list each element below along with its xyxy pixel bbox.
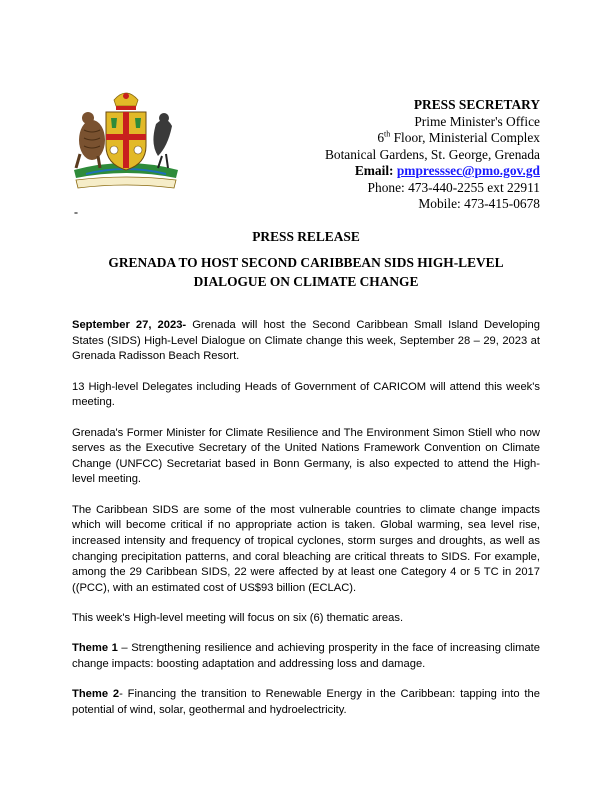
email-link[interactable]: pmpresssec@pmo.gov.gd bbox=[396, 163, 540, 178]
headline-line-2: DIALOGUE ON CLIMATE CHANGE bbox=[193, 274, 419, 289]
letterhead-email bbox=[325, 163, 540, 180]
paragraph-3: Grenada's Former Minister for Climate Resilience and The Environment Simon Stiell who now serves as the Executive Secretary of the United Nations Framework Convention on Climate Change (UNFCC) Secretariat based in Bonn Germany, is also expected to attend the High-level meeting. bbox=[72, 426, 540, 486]
letterhead-office: Prime Minister's Office bbox=[414, 113, 540, 129]
letterhead-floor bbox=[325, 130, 540, 147]
paragraph-4: The Caribbean SIDS are some of the most vulnerable countries to climate change impacts which will become critical if no appropriate action is taken. Global warming, sea level rise, increased intensity and frequency of tropical cyclones, storm surges and droughts, as well as changing precipitation patterns, and coral bleaching are critical threats to SIDS. For example, among the 29 Caribbean SIDS, 22 were affected by at least one Category 4 or 5 TC in 2017 ((PCC), with an estimated cost of US$93 billion (ECLAC). bbox=[72, 503, 540, 594]
headline-line-1: GRENADA TO HOST SECOND CARIBBEAN SIDS HIGH-LEVEL bbox=[108, 255, 504, 270]
paragraph-1 bbox=[72, 318, 540, 365]
theme-2-label: Theme 2 bbox=[72, 688, 120, 701]
dateline: September 27, 2023- bbox=[72, 319, 187, 331]
floor-superscript: th bbox=[384, 129, 391, 139]
letterhead-title: PRESS SECRETARY bbox=[413, 97, 540, 112]
paragraph-2: 13 High-level Delegates including Heads of Government of CARICOM will attend this week's meeting. bbox=[72, 380, 540, 409]
letterhead-mobile: Mobile: 473-415-0678 bbox=[418, 196, 540, 211]
floor-number: 6 bbox=[377, 130, 385, 145]
headline bbox=[90, 253, 522, 291]
paragraph-5: This week's High-level meeting will focus on six (6) thematic areas. bbox=[72, 612, 404, 625]
press-release-label: PRESS RELEASE bbox=[252, 229, 360, 244]
theme-2 bbox=[72, 687, 540, 718]
theme-2-text: - Financing the transition to Renewable Energy in the Caribbean: tapping into the potential of wind, solar, geothermal and hydroelectricity. bbox=[72, 688, 540, 717]
letterhead bbox=[325, 97, 540, 213]
grenada-coat-of-arms-icon bbox=[66, 84, 186, 192]
email-label: Email: bbox=[354, 163, 397, 178]
separator-dash: - bbox=[74, 205, 78, 219]
theme-1-label: Theme 1 bbox=[72, 642, 118, 655]
floor-text: Floor, Ministerial Complex bbox=[390, 130, 540, 145]
paragraph-1-text: Grenada will host the Second Caribbean Small Island Developing States (SIDS) High-Level Dialogue on Climate change this week, September 28 – 29, 2023 at Grenada Radisson Beach Resort. bbox=[72, 319, 540, 363]
letterhead-phone: Phone: 473-440-2255 ext 22911 bbox=[367, 179, 540, 195]
theme-1 bbox=[72, 641, 540, 672]
article-body bbox=[72, 318, 540, 733]
letterhead-address: Botanical Gardens, St. George, Grenada bbox=[324, 146, 540, 162]
theme-1-text: – Strengthening resilience and achieving prosperity in the face of increasing climate change impacts: boosting adaptation and addressing loss and damage. bbox=[72, 642, 541, 671]
